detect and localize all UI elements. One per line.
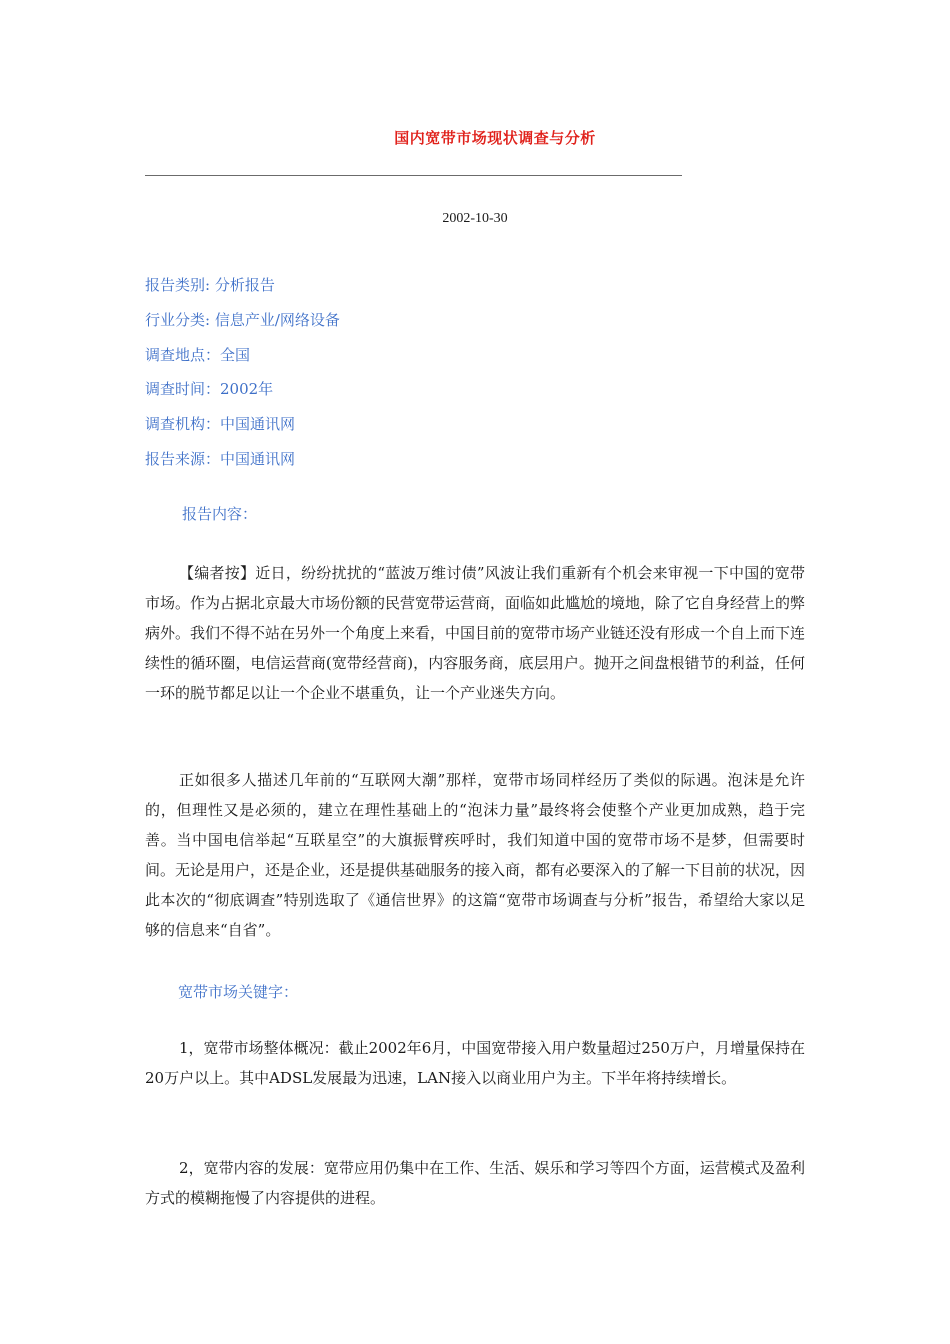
keyword-point-1: 1，宽带市场整体概况：截止2002年6月，中国宽带接入用户数量超过250万户，月增量保持在20万户以上。其中ADSL发展最为迅速，LAN接入以商业用户为主。下半年将持续增长。 [145,1039,805,1087]
meta-location: 调查地点：全国 [145,346,251,364]
meta-industry: 行业分类: 信息产业/网络设备 [145,311,340,329]
editor-note-paragraph: 【编者按】近日，纷纷扰扰的“蓝波万维讨债”风波让我们重新有个机会来审视一下中国的宽带市场。作为占据北京最大市场份额的民营宽带运营商，面临如此尴尬的境地，除了它自身经营上的弊病外。我们不得不站在另外一个角度上来看，中国目前的宽带市场产业链还没有形成一个自上而下连续性的循环圈，电信运营商(宽带经营商)，内容服务商，底层用户。抛开之间盘根错节的利益，任何一环的脱节都足以让一个企业不堪重负，让一个产业迷失方向。 [145,564,806,702]
publish-date: 2002-10-30 [442,211,508,226]
title-divider [145,175,682,176]
meta-time: 调查时间：2002年 [145,380,274,398]
keywords-heading: 宽带市场关键字： [178,983,299,1001]
meta-organization: 调查机构：中国通讯网 [145,415,296,433]
document-title: 国内宽带市场现状调查与分析 [394,129,596,147]
report-content-heading: 报告内容： [182,505,258,523]
intro-paragraph: 正如很多人描述几年前的“互联网大潮”那样，宽带市场同样经历了类似的际遇。泡沫是允许的，但理性又是必须的，建立在理性基础上的“泡沫力量”最终将会使整个产业更加成熟，趋于完善。当中国电信举起“互联星空”的大旗振臂疾呼时，我们知道中国的宽带市场不是梦，但需要时间。无论是用户，还是企业，还是提供基础服务的接入商，都有必要深入的了解一下目前的状况，因此本次的“彻底调查”特别选取了《通信世界》的这篇“宽带市场调查与分析”报告，希望给大家以足够的信息来“自省”。 [145,771,806,939]
meta-report-type: 报告类别: 分析报告 [145,276,275,294]
keyword-point-2: 2，宽带内容的发展：宽带应用仍集中在工作、生活、娱乐和学习等四个方面，运营模式及盈利方式的模糊拖慢了内容提供的进程。 [145,1159,805,1207]
meta-source: 报告来源：中国通讯网 [145,450,296,468]
